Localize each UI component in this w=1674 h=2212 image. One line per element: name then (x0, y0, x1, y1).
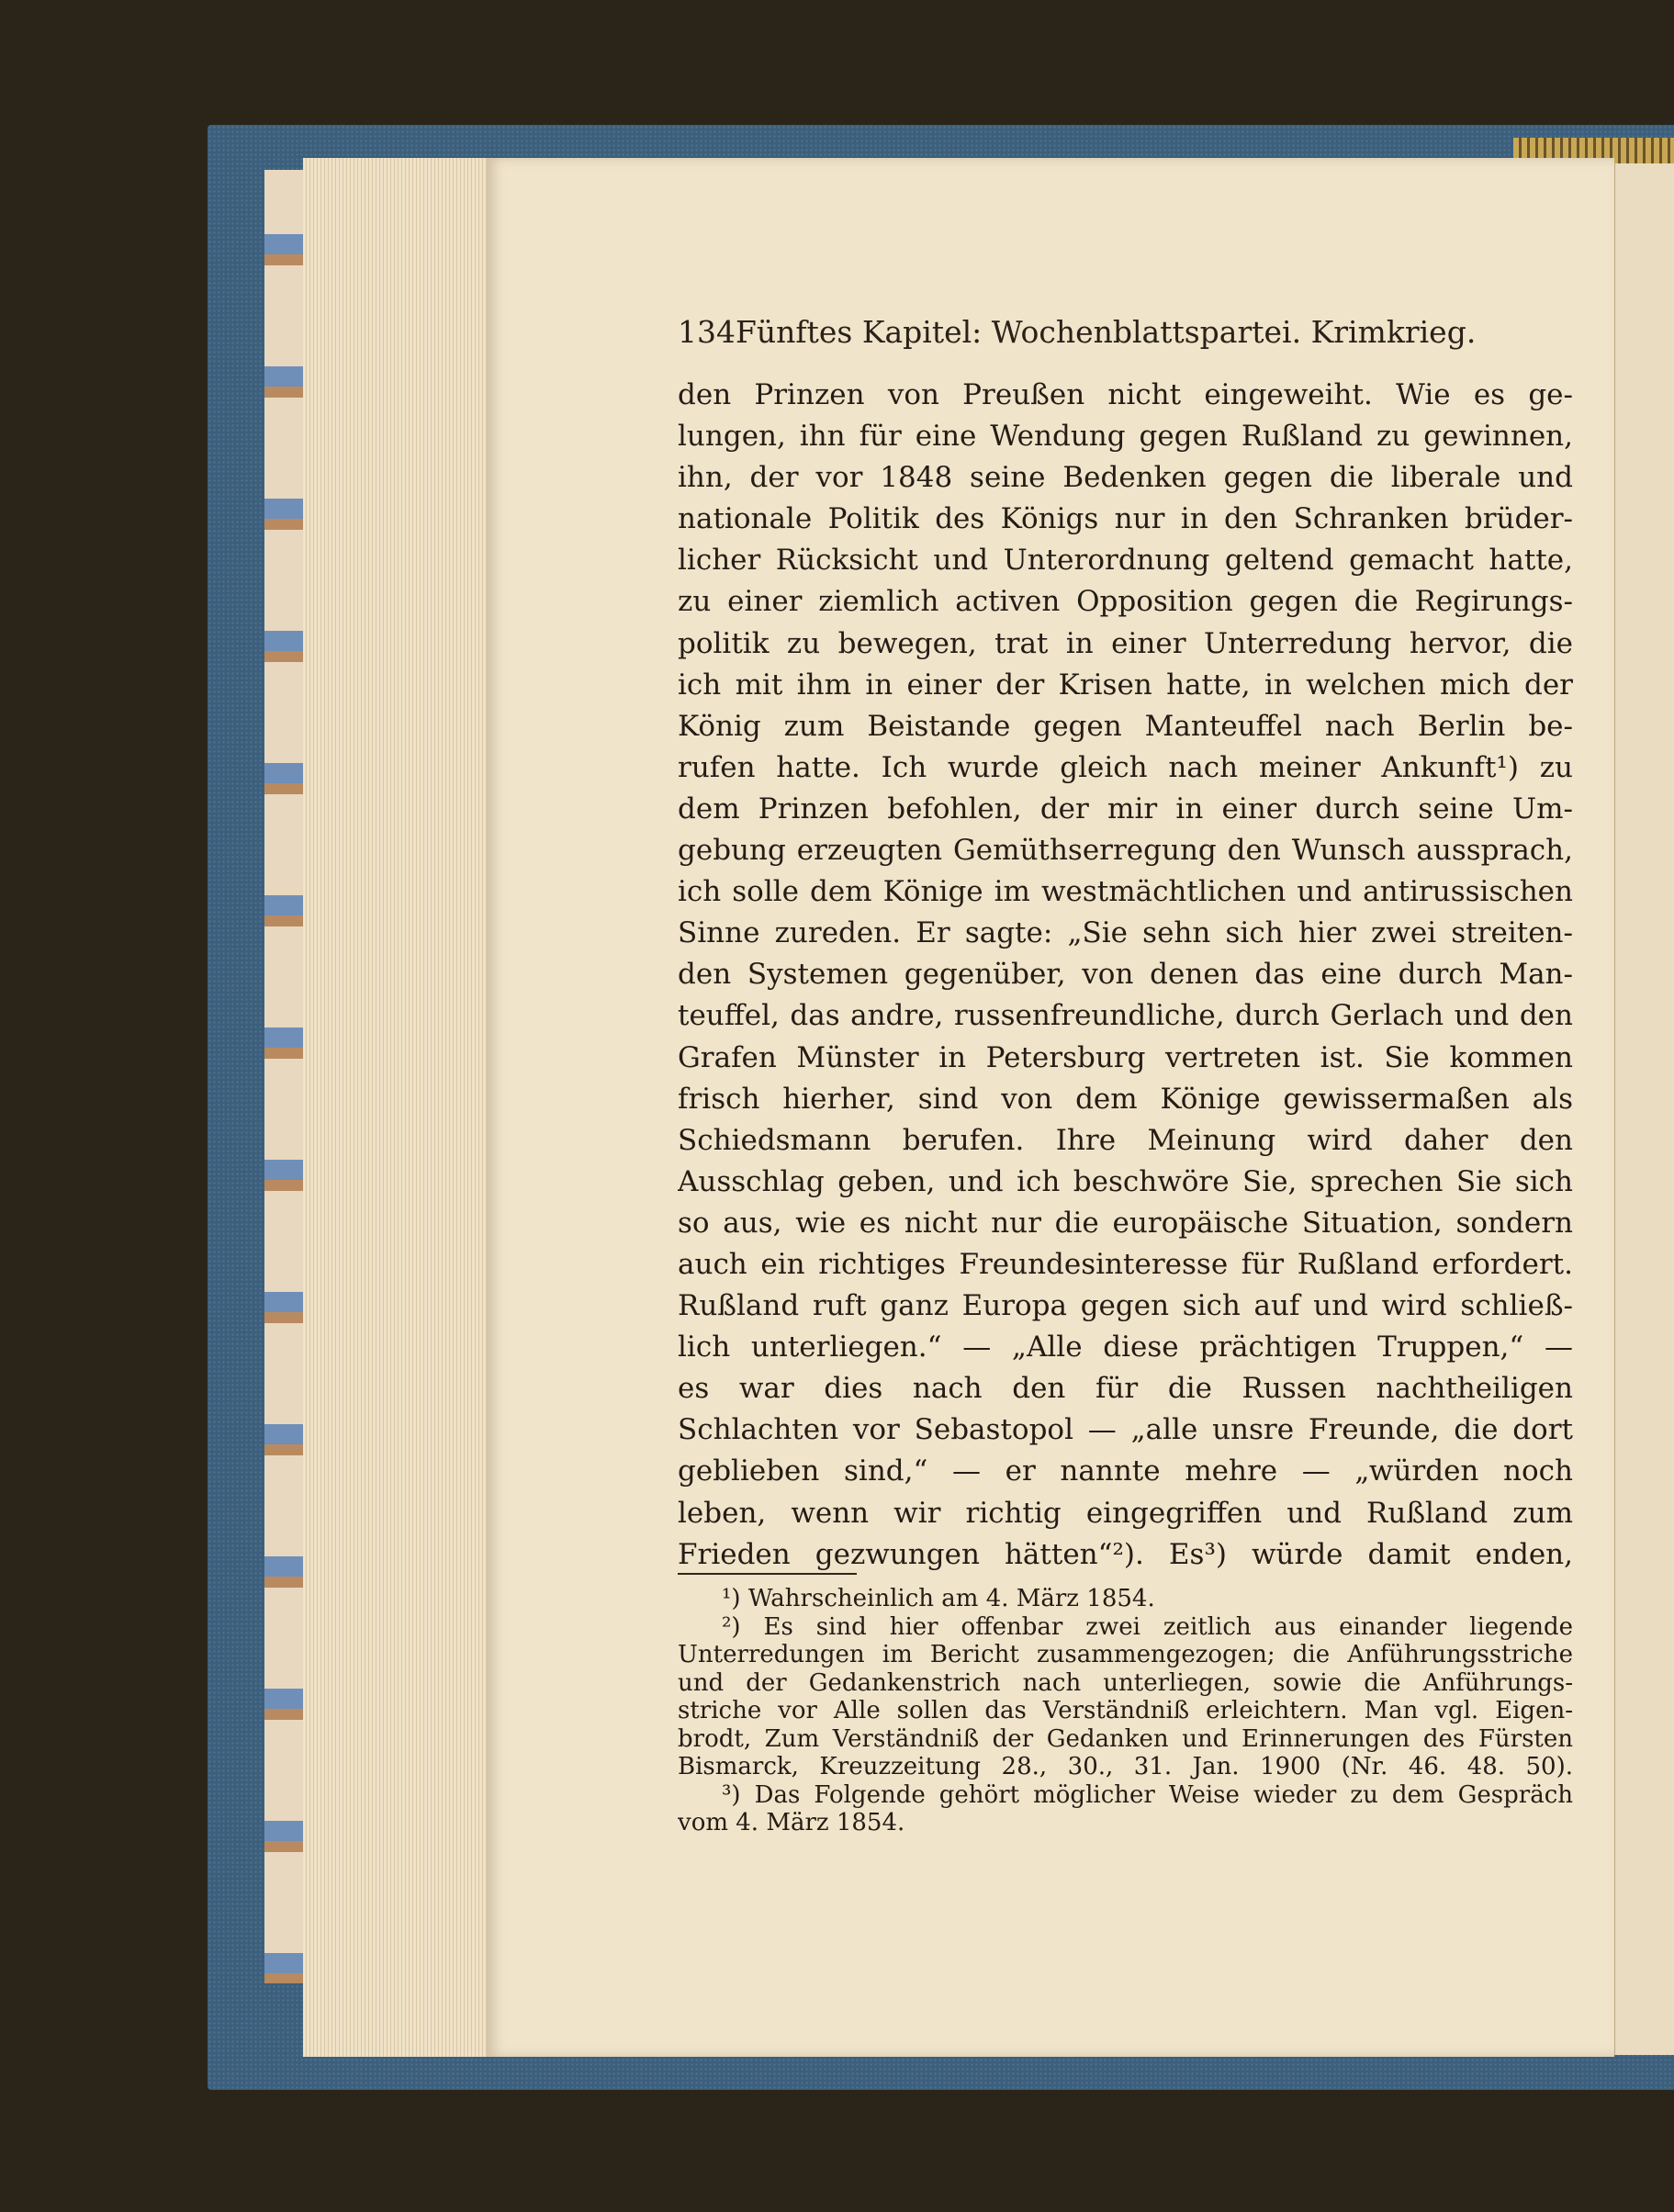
text-line: frisch hierher, sind von dem Könige gewissermaßen als (678, 1082, 1573, 1116)
text-line: gebung erzeugten Gemüthserregung den Wunsch aussprach, (678, 834, 1573, 868)
text-line: Schlachten vor Sebastopol — „alle unsre Freunde, die dort (678, 1413, 1573, 1447)
footnote-line: ²) Es sind hier offenbar zwei zeitlich aus einander liegende (722, 1612, 1573, 1641)
text-line: auch ein richtiges Freundesinteresse für Rußland erfordert. (678, 1247, 1573, 1281)
footnote-rule (678, 1573, 857, 1575)
text-line: ich solle dem Könige im westmächtlichen und antirussischen (678, 875, 1573, 909)
footnote-line: Unterredungen im Bericht zusammengezogen; die Anführungsstriche (678, 1641, 1573, 1668)
facing-page-edge (1614, 163, 1674, 2055)
page-edges (303, 158, 487, 2057)
text-line: dem Prinzen befohlen, der mir in einer durch seine Um- (678, 792, 1573, 825)
text-line: den Systemen gegenüber, von denen das eine durch Man- (678, 958, 1573, 992)
text-line: politik zu bewegen, trat in einer Unterredung hervor, die (678, 626, 1573, 660)
text-line: geblieben sind,“ — er nannte mehre — „würden noch (678, 1454, 1573, 1488)
text-line: Grafen Münster in Petersburg vertreten ist. Sie kommen (678, 1040, 1573, 1074)
text-line: lungen, ihn für eine Wendung gegen Rußland zu gewinnen, (678, 420, 1573, 454)
chapter-title: Fünftes Kapitel: Wochenblattspartei. Krimkrieg. (736, 314, 1477, 350)
text-line: den Prinzen von Preußen nicht eingeweiht. Wie es ge- (678, 378, 1573, 411)
text-line: lich unterliegen.“ — „Alle diese prächtigen Truppen,“ — (678, 1331, 1573, 1364)
footnote-line: ¹) Wahrscheinlich am 4. März 1854. (722, 1585, 1155, 1612)
text-line: so aus, wie es nicht nur die europäische Situation, sondern (678, 1206, 1573, 1240)
footnote-line: striche vor Alle sollen das Verständniß erleichtern. Man vgl. Eigen- (678, 1697, 1573, 1724)
text-line: zu einer ziemlich activen Opposition gegen die Regirungs- (678, 585, 1573, 619)
footnote-line: ³) Das Folgende gehört möglicher Weise wieder zu dem Gespräch (722, 1780, 1573, 1809)
text-line: ich mit ihm in einer der Krisen hatte, in welchen mich der (678, 668, 1573, 702)
book-spine-pattern (264, 170, 303, 1983)
footnote-line: Bismarck, Kreuzzeitung 28., 30., 31. Jan. 1900 (Nr. 46. 48. 50). (678, 1753, 1573, 1780)
footnote-line: und der Gedankenstrich nach unterliegen, sowie die Anführungs- (678, 1668, 1573, 1697)
text-line: Frieden gezwungen hätten“²). Es³) würde damit enden, (678, 1537, 1573, 1571)
body-text (678, 375, 1573, 1576)
text-line: Sinne zureden. Er sagte: „Sie sehn sich hier zwei streiten- (678, 916, 1573, 950)
footnotes (678, 1585, 1573, 1837)
text-line: leben, wenn wir richtig eingegriffen und Rußland zum (678, 1496, 1573, 1530)
text-line: rufen hatte. Ich wurde gleich nach meiner Ankunft¹) zu (678, 750, 1573, 784)
text-line: licher Rücksicht und Unterordnung geltend gemacht hatte, (678, 544, 1573, 578)
text-line: nationale Politik des Königs nur in den Schranken brüder- (678, 502, 1573, 536)
text-line: Rußland ruft ganz Europa gegen sich auf und wird schließ- (678, 1289, 1573, 1323)
footnote-line: vom 4. März 1854. (678, 1809, 905, 1836)
text-line: es war dies nach den für die Russen nachtheiligen (678, 1372, 1573, 1406)
page-number: 134 (678, 314, 736, 350)
text-line: ihn, der vor 1848 seine Bedenken gegen die liberale und (678, 461, 1573, 495)
text-line: König zum Beistande gegen Manteuffel nach Berlin be- (678, 709, 1573, 743)
text-line: Ausschlag geben, und ich beschwöre Sie, sprechen Sie sich (678, 1164, 1573, 1198)
text-line: teuffel, das andre, russenfreundliche, durch Gerlach und den (678, 999, 1573, 1033)
footnote-line: brodt, Zum Verständniß der Gedanken und Erinnerungen des Fürsten (678, 1724, 1573, 1753)
running-header (678, 314, 1477, 354)
text-line: Schiedsmann berufen. Ihre Meinung wird daher den (678, 1123, 1573, 1157)
